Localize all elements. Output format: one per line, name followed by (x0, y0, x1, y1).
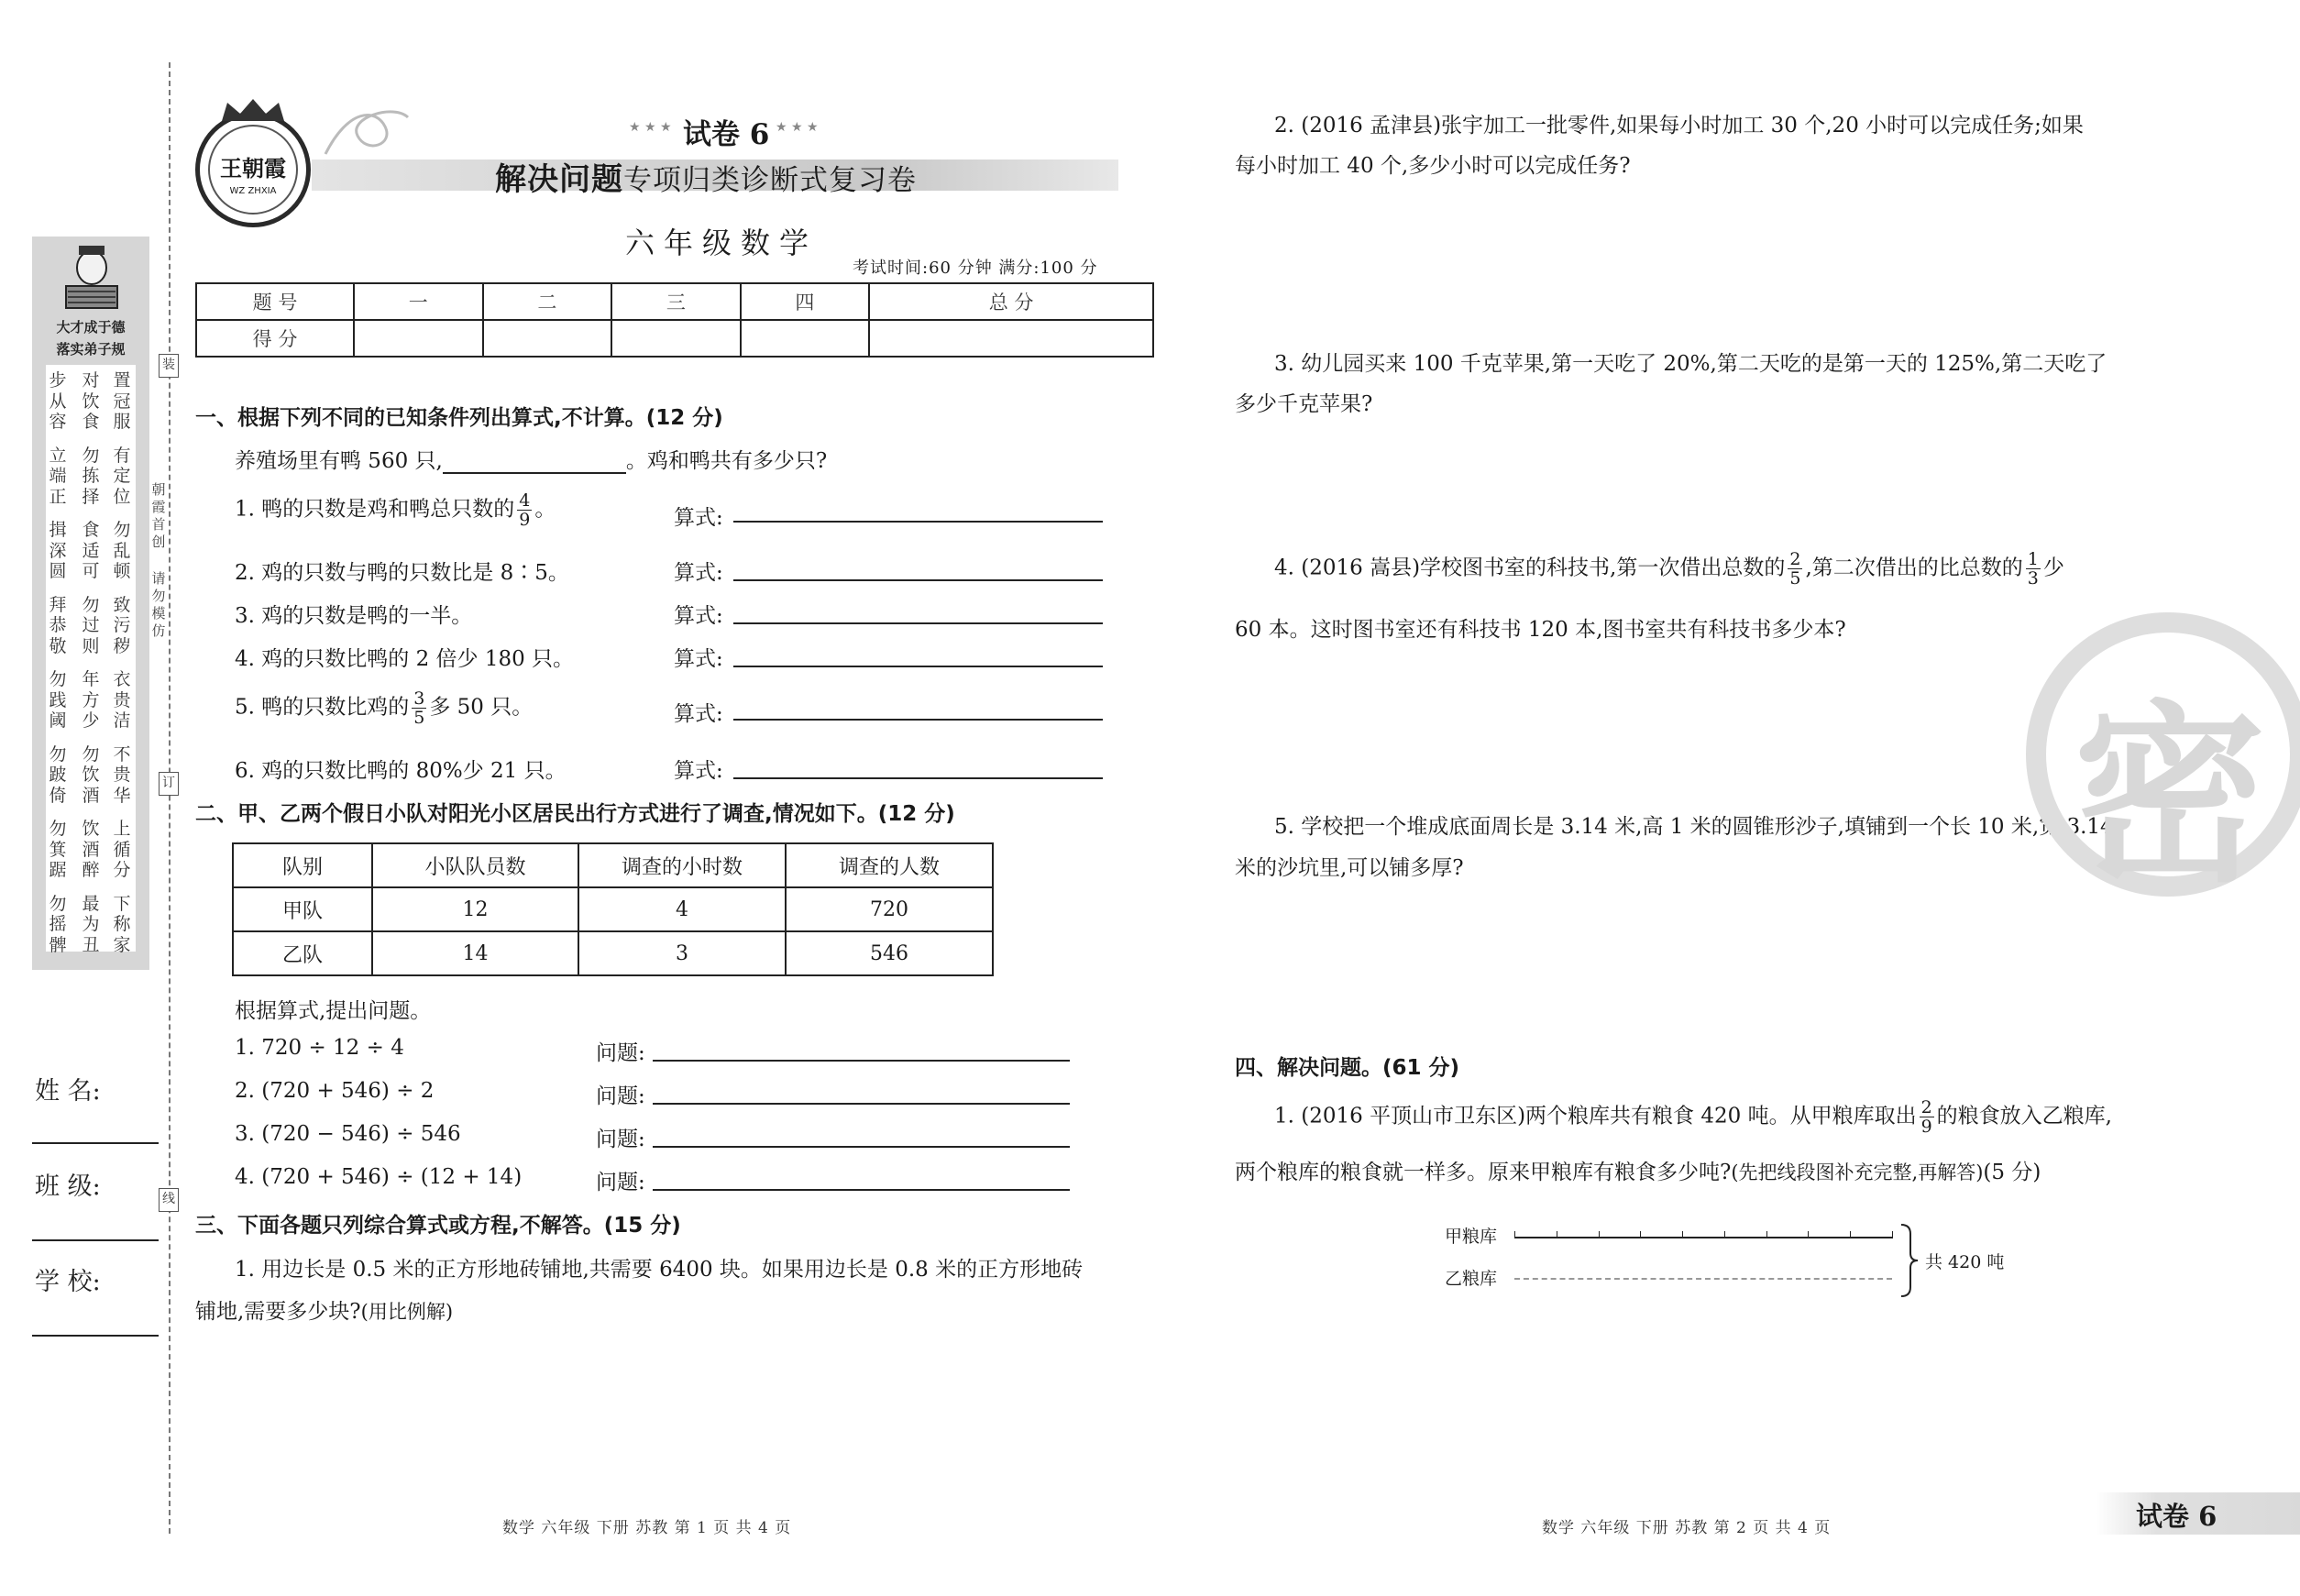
question-answer-line[interactable] (653, 1060, 1070, 1062)
s4-q1-line1: 1. (2016 平顶山市卫东区)两个粮库共有粮食 420 吨。从甲粮库取出 $\frac{2}{9}$ 的粮食放入乙粮库, (1274, 1097, 2112, 1137)
survey-cell: 乙队 (233, 931, 372, 975)
s3-q4-line1: 4. (2016 嵩县)学校图书室的科技书,第一次借出总数的 $\frac{2}{5}$ ,第二次借出的比总数的 $\frac{1}{3}$ 少 (1274, 549, 2064, 589)
segment-tick (1850, 1231, 1851, 1238)
survey-table (232, 842, 994, 976)
survey-header-cell: 调查的小时数 (578, 843, 786, 887)
question-label: 问题: (596, 1084, 645, 1108)
granary-a-segment (1514, 1237, 1892, 1238)
s3-q2-line1: 2. (2016 孟津县)张宇加工一批零件,如果每小时加工 30 个,20 小时可以完成任务;如果 (1274, 114, 2084, 138)
score-table (195, 282, 1154, 358)
score-header-cell: 二 (483, 283, 612, 320)
s2-item-2: 2. (720 + 546) ÷ 2 (235, 1079, 435, 1103)
motto-col-2: 对饮食 勿拣择 食适可 勿过则 年方少 勿饮酒 饮酒醉 最为丑 (82, 370, 100, 955)
s4-q1-note: (先把线段图补充完整,再解答) (1731, 1161, 1984, 1183)
vertical-note-2: 请勿模仿 (151, 570, 166, 639)
school-field[interactable] (32, 1335, 159, 1337)
seal-char-zhuang: 装 (159, 354, 179, 378)
s1-item-4: 4. 鸡的只数比鸭的 2 倍少 180 只。 (235, 647, 575, 671)
section2-heading: 二、甲、乙两个假日小队对阳光小区居民出行方式进行了调查,情况如下。(12 分) (195, 802, 955, 826)
section1-intro: 养殖场里有鸭 560 只, 。鸡和鸭共有多少只? (235, 449, 828, 473)
segment-tick (1808, 1231, 1809, 1238)
formula-label: 算式: (674, 506, 723, 530)
s3-q3-line1: 3. 幼儿园买来 100 千克苹果,第一天吃了 20%,第二天吃的是第一天的 125%,第二天吃了 (1274, 352, 2107, 376)
s2-item-3: 3. (720 − 546) ÷ 546 (235, 1122, 461, 1146)
question-label: 问题: (596, 1171, 645, 1194)
vertical-note-1: 朝霞首创 (151, 481, 166, 550)
s4-q1-score: (5 分) (1983, 1161, 2041, 1184)
formula-answer-line[interactable] (733, 622, 1103, 624)
survey-row (233, 931, 993, 975)
question-label: 问题: (596, 1041, 645, 1065)
brand-logo (195, 112, 311, 227)
survey-header-cell: 调查的人数 (786, 843, 993, 887)
s4-q1-line2: 两个粮库的粮食就一样多。原来甲粮库有粮食多少吨?(先把线段图补充完整,再解答)(5 分) (1235, 1161, 2041, 1184)
s1-item-2: 2. 鸡的只数与鸭的只数比是 8∶5。 (235, 561, 569, 585)
score-header-cell: 三 (611, 283, 741, 320)
question-answer-line[interactable] (653, 1103, 1070, 1105)
granary-b-segment-blank[interactable] (1514, 1278, 1892, 1280)
fraction-4-9: $\frac{4}{9}$ (519, 490, 531, 530)
score-header-row (196, 283, 1153, 320)
corner-paper-label: 试卷 6 (2136, 1501, 2217, 1532)
s2-item-1: 1. 720 ÷ 12 ÷ 4 (235, 1036, 404, 1060)
seal-char-ding: 订 (159, 772, 179, 796)
segment-tick (1682, 1231, 1683, 1238)
footer-page2: 数学 六年级 下册 苏教 第 2 页 共 4 页 (1542, 1519, 1832, 1537)
diagram-label-a: 甲粮库 (1445, 1227, 1498, 1247)
paper-number: 试卷 6 (683, 118, 770, 151)
subject-title: 六年级数学 (625, 226, 819, 260)
segment-tick (1514, 1231, 1515, 1238)
s3-q1-note: (用比例解) (360, 1301, 454, 1323)
motto-col-3: 置冠服 有定位 勿乱顿 致污秽 衣贵洁 不贵华 上循分 下称家 (113, 370, 131, 955)
fraction-1-3: $\frac{1}{3}$ (2027, 549, 2039, 589)
survey-header-cell: 小队队员数 (372, 843, 578, 887)
fraction-2-5: $\frac{2}{5}$ (1789, 549, 1801, 589)
s1-item-1: 1. 鸭的只数是鸡和鸭总只数的 $\frac{4}{9}$ 。 (235, 490, 556, 530)
formula-answer-line[interactable] (733, 521, 1103, 523)
score-header-cell: 题 号 (196, 283, 354, 320)
diagram-total: 共 420 吨 (1925, 1252, 2005, 1272)
formula-label: 算式: (674, 702, 723, 726)
score-header-cell: 一 (354, 283, 483, 320)
footer-page1: 数学 六年级 下册 苏教 第 1 页 共 4 页 (502, 1519, 792, 1537)
slogan-line2: 落实弟子规 (56, 341, 126, 358)
score-cell-total[interactable] (869, 320, 1153, 357)
section4-heading: 四、解决问题。(61 分) (1235, 1056, 1460, 1080)
score-header-cell: 四 (741, 283, 870, 320)
score-cell-2[interactable] (483, 320, 612, 357)
brace-icon (1899, 1223, 1920, 1302)
seal-char-xian: 线 (159, 1188, 179, 1212)
question-label: 问题: (596, 1128, 645, 1151)
fraction-2-9: $\frac{2}{9}$ (1920, 1097, 1932, 1137)
question-answer-line[interactable] (653, 1189, 1070, 1191)
survey-cell: 14 (372, 931, 578, 975)
crown-icon (218, 97, 288, 127)
s3-q3-line2: 多少千克苹果? (1235, 392, 1373, 416)
score-cell-1[interactable] (354, 320, 483, 357)
class-field[interactable] (32, 1239, 159, 1241)
s3-q2-line2: 每小时加工 40 个,多少小时可以完成任务? (1235, 154, 1631, 178)
segment-tick (1640, 1231, 1641, 1238)
formula-answer-line[interactable] (733, 777, 1103, 779)
score-row-label: 得 分 (196, 320, 354, 357)
slogan-line1: 大才成于德 (56, 319, 126, 336)
section1-heading: 一、根据下列不同的已知条件列出算式,不计算。(12 分) (195, 406, 723, 430)
survey-header-row (233, 843, 993, 887)
exam-meta: 考试时间:60 分钟 满分:100 分 (853, 259, 1098, 278)
survey-cell: 720 (786, 887, 993, 931)
survey-row (233, 887, 993, 931)
name-label: 姓 名: (35, 1077, 101, 1106)
s3-q4-line2: 60 本。这时图书室还有科技书 120 本,图书室共有科技书多少本? (1235, 618, 1846, 642)
formula-answer-line[interactable] (733, 719, 1103, 721)
formula-answer-line[interactable] (733, 579, 1103, 581)
score-header-cell: 总 分 (869, 283, 1153, 320)
formula-label: 算式: (674, 759, 723, 783)
segment-tick (1599, 1231, 1600, 1238)
segment-tick (1724, 1231, 1725, 1238)
secret-watermark-char: 密 (2074, 682, 2267, 908)
condition-blank[interactable] (443, 472, 626, 474)
name-field[interactable] (32, 1142, 159, 1144)
s3-q1-line1: 1. 用边长是 0.5 米的正方形地砖铺地,共需要 6400 块。如果用边长是 0.8 米的正方形地砖 (235, 1258, 1084, 1282)
survey-cell: 12 (372, 887, 578, 931)
survey-cell: 3 (578, 931, 786, 975)
diagram-label-b: 乙粮库 (1445, 1269, 1498, 1289)
s3-q5-line2: 米的沙坑里,可以铺多厚? (1235, 856, 1464, 880)
motto-col-1: 步从容 立端正 揖深圆 拜恭敬 勿践阈 勿跛倚 勿箕踞 勿摇髀 (49, 370, 67, 955)
s1-item-5: 5. 鸭的只数比鸡的 $\frac{3}{5}$ 多 50 只。 (235, 688, 534, 728)
segment-tick (1892, 1231, 1893, 1238)
stars-decoration-right: ★ ★ ★ (776, 120, 819, 135)
fraction-3-5: $\frac{3}{5}$ (413, 688, 425, 728)
score-row (196, 320, 1153, 357)
question-answer-line[interactable] (653, 1146, 1070, 1148)
formula-label: 算式: (674, 561, 723, 585)
s3-q5-line1: 5. 学校把一个堆成底面周长是 3.14 米,高 1 米的圆锥形沙子,填铺到一个长 10 米,宽 3.14 (1274, 815, 2114, 839)
school-label: 学 校: (35, 1268, 101, 1296)
s1-item-6: 6. 鸡的只数比鸭的 80%少 21 只。 (235, 759, 567, 783)
survey-header-cell: 队别 (233, 843, 372, 887)
document-title: 解决问题专项归类诊断式复习卷 (495, 161, 917, 198)
s3-q1-line2: 铺地,需要多少块?(用比例解) (195, 1300, 454, 1324)
stars-decoration-left: ★ ★ ★ (629, 120, 672, 135)
formula-answer-line[interactable] (733, 666, 1103, 667)
brand-sub: WZ ZHXIA (229, 186, 277, 196)
s2-item-4: 4. (720 + 546) ÷ (12 + 14) (235, 1165, 523, 1189)
section2-prompt: 根据算式,提出问题。 (235, 999, 432, 1023)
formula-label: 算式: (674, 647, 723, 671)
score-cell-3[interactable] (611, 320, 741, 357)
brand-name: 王朝霞 (220, 155, 286, 182)
survey-cell: 甲队 (233, 887, 372, 931)
class-label: 班 级: (35, 1172, 101, 1201)
binding-line (169, 62, 171, 1534)
scholar-illustration (57, 240, 127, 314)
survey-cell: 546 (786, 931, 993, 975)
motto-columns (46, 365, 136, 955)
ribbon-icon (321, 99, 413, 167)
segment-tick (1766, 1231, 1767, 1238)
s1-item-3: 3. 鸡的只数是鸭的一半。 (235, 604, 473, 628)
survey-cell: 4 (578, 887, 786, 931)
formula-label: 算式: (674, 604, 723, 628)
score-cell-4[interactable] (741, 320, 870, 357)
section3-heading: 三、下面各题只列综合算式或方程,不解答。(15 分) (195, 1214, 681, 1238)
